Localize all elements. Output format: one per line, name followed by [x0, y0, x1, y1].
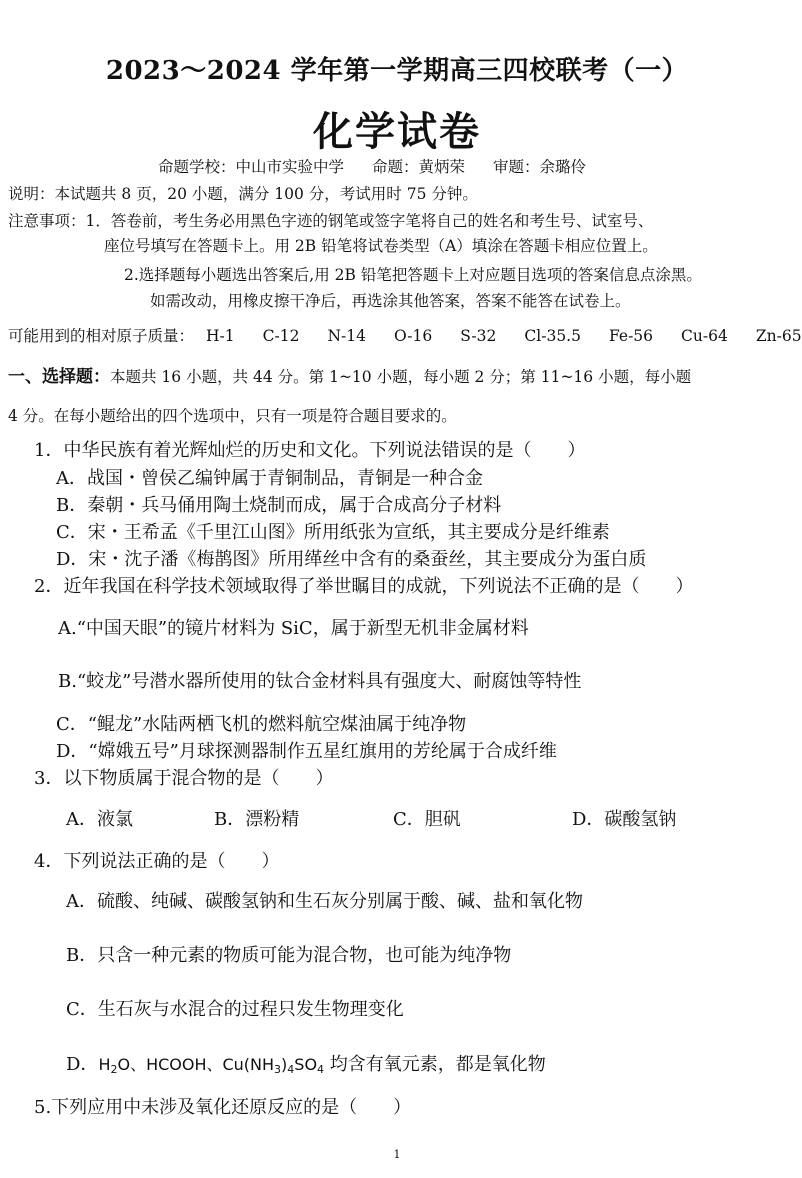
- formula-subscript: 2: [110, 1063, 118, 1076]
- question-2-stem: 2．近年我国在科学技术领域取得了举世瞩目的成就，下列说法不正确的是（ ）: [34, 576, 694, 597]
- atomic-mass-item: Zn-65: [755, 327, 802, 345]
- atomic-mass-item: C-12: [262, 327, 300, 345]
- chemical-formulas: [98, 1055, 324, 1074]
- formula-part: H: [98, 1055, 111, 1074]
- question-2-option-b: B.“蛟龙”号潜水器所使用的钛合金材料具有强度大、耐腐蚀等特性: [58, 671, 582, 692]
- reviewer: 审题：余璐伶: [493, 158, 587, 176]
- formula-subscript: 4: [317, 1063, 325, 1076]
- exam-title: 2023～2024 学年第一学期高三四校联考（一）: [105, 56, 689, 86]
- atomic-mass-item: Fe-56: [608, 327, 654, 345]
- notice-1-a: 1．答卷前，考生务必用黑色字迹的钢笔或签字笔将自己的姓名和考生号、试室号、: [85, 212, 654, 230]
- question-4-option-d: [66, 1054, 546, 1076]
- formula-part: ): [281, 1055, 288, 1074]
- section-intro-line-1: [8, 366, 691, 388]
- question-3-option-b: B．漂粉精: [214, 809, 300, 830]
- notice-2-a: 2.选择题每小题选出答案后,用 2B 铅笔把答题卡上对应题目选项的答案信息点涂黑。: [124, 266, 702, 284]
- exam-description: 说明：本试题共 8 页，20 小题，满分 100 分，考试用时 75 分钟。: [8, 185, 478, 203]
- question-3-stem: 3．以下物质属于混合物的是（ ）: [34, 768, 334, 789]
- subject-title: 化学试卷: [313, 108, 481, 155]
- atomic-mass-item: Cu-64: [681, 327, 728, 345]
- question-3-option-c: C．胆矾: [393, 809, 461, 830]
- formula-part: SO: [294, 1055, 318, 1074]
- author-line: [158, 156, 586, 178]
- formula-subscript: 4: [287, 1063, 295, 1076]
- question-4-option-c: C．生石灰与水混合的过程只发生物理变化: [66, 999, 404, 1020]
- option-letter: D．: [66, 1054, 99, 1075]
- atomic-mass-item: O-16: [394, 327, 433, 345]
- atomic-mass-label: 可能用到的相对原子质量：: [8, 327, 195, 345]
- question-2-option-c: C．“鲲龙”水陆两栖飞机的燃料航空煤油属于纯净物: [56, 714, 467, 735]
- notice-label: 注意事项：: [8, 212, 86, 230]
- question-setter: 命题：黄炳荣: [372, 158, 466, 176]
- question-2-option-d: D．“嫦娥五号”月球探测器制作五星红旗用的芳纶属于合成纤维: [56, 741, 557, 762]
- formula-part: O、HCOOH、Cu(NH: [117, 1055, 275, 1074]
- question-1-option-d: D．宋・沈子潘《梅鹊图》所用缂丝中含有的桑蚕丝，其主要成分为蛋白质: [56, 549, 647, 570]
- question-5-stem: 5.下列应用中未涉及氧化还原反应的是（ ）: [34, 1097, 412, 1118]
- question-4-stem: 4．下列说法正确的是（ ）: [34, 851, 280, 872]
- question-2-option-a: A.“中国天眼”的镜片材料为 SiC，属于新型无机非金属材料: [58, 618, 529, 639]
- formula-subscript: 3: [274, 1063, 282, 1076]
- setting-school: 命题学校：中山市实验中学: [158, 158, 345, 176]
- section-heading: 一、选择题：: [8, 367, 110, 387]
- notice-2-b: 如需改动，用橡皮擦干净后，再选涂其他答案，答案不能答在试卷上。: [150, 292, 631, 310]
- atomic-mass-item: H-1: [206, 327, 235, 345]
- notice-1-b: 座位号填写在答题卡上。用 2B 铅笔将试卷类型（A）填涂在答题卡相应位置上。: [104, 237, 658, 255]
- notice-line-1: [8, 210, 653, 232]
- question-1-option-b: B．秦朝・兵马俑用陶土烧制而成，属于合成高分子材料: [56, 495, 502, 516]
- question-1-option-a: A．战国・曾侯乙编钟属于青铜制品，青铜是一种合金: [56, 468, 483, 489]
- question-3-option-d: D．碳酸氢钠: [572, 809, 677, 830]
- question-4-option-b: B．只含一种元素的物质可能为混合物，也可能为纯净物: [66, 945, 512, 966]
- question-1-option-c: C．宋・王希孟《千里江山图》所用纸张为宣纸，其主要成分是纤维素: [56, 522, 610, 543]
- question-1-stem: 1．中华民族有着光辉灿烂的历史和文化。下列说法错误的是（ ）: [34, 440, 586, 461]
- section-intro-a: 本题共 16 小题，共 44 分。第 1~10 小题，每小题 2 分；第 11~16 小题，每小题: [110, 368, 692, 386]
- atomic-mass-item: N-14: [327, 327, 366, 345]
- option-d-rest: 均含有氧元素，都是氧化物: [324, 1054, 546, 1075]
- section-intro-b: 4 分。在每小题给出的四个选项中，只有一项是符合题目要求的。: [8, 407, 457, 425]
- atomic-mass-item: S-32: [460, 327, 497, 345]
- question-3-option-a: A．液氯: [66, 809, 133, 830]
- atomic-mass-item: Cl-35.5: [524, 327, 581, 345]
- question-4-option-a: A．硫酸、纯碱、碳酸氢钠和生石灰分别属于酸、碱、盐和氧化物: [66, 891, 583, 912]
- atomic-mass-line: [8, 325, 802, 347]
- page-number: 1: [393, 1148, 401, 1161]
